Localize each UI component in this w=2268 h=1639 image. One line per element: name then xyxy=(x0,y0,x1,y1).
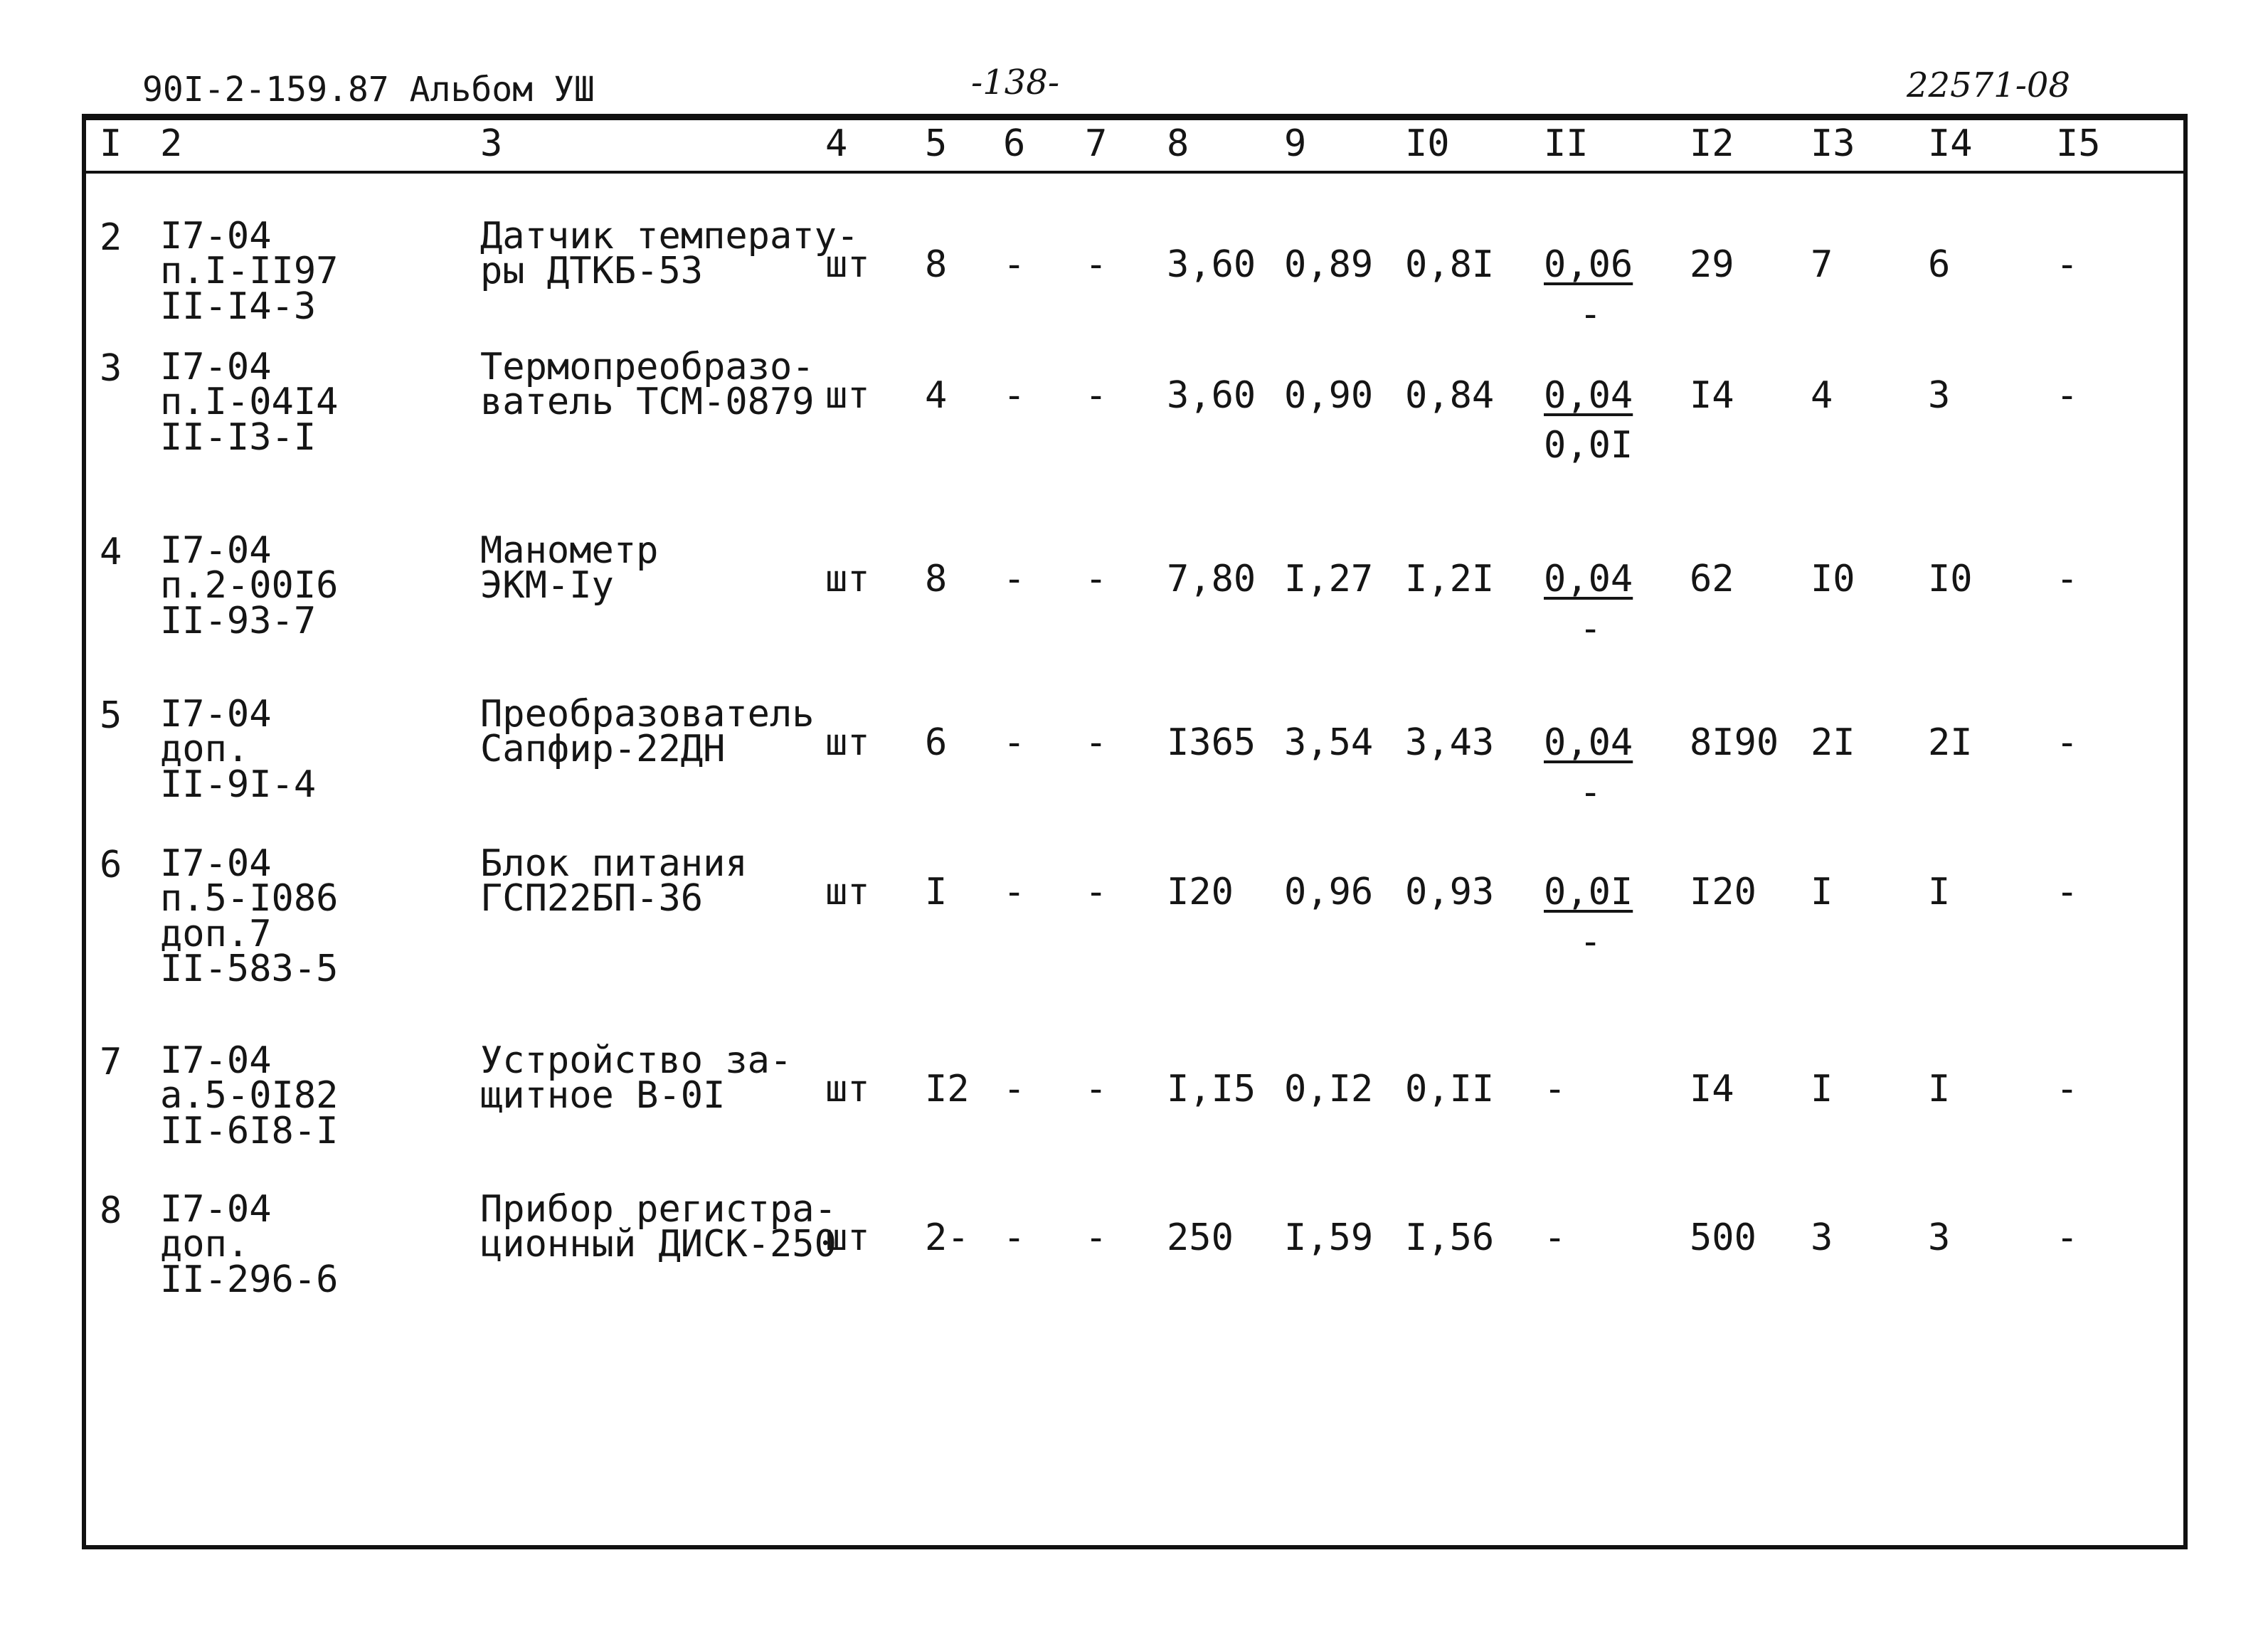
cell-col-14: 3 xyxy=(1928,1216,1951,1259)
cell-col-9: I,59 xyxy=(1284,1216,1374,1259)
cell-col-12: 500 xyxy=(1690,1216,1756,1259)
cell-col-13: 3 xyxy=(1811,1216,1833,1259)
cell-col-4: шт xyxy=(825,1216,870,1259)
column-header-10: I0 xyxy=(1405,122,1450,165)
cell-col-10: 0,84 xyxy=(1405,374,1495,417)
cell-col-9: I,27 xyxy=(1284,558,1374,600)
cell-col-14: I0 xyxy=(1928,558,1973,600)
cell-col-12: 29 xyxy=(1690,243,1734,286)
cell-col-5: 2- xyxy=(925,1216,970,1259)
cell-col-8: I20 xyxy=(1167,871,1234,913)
cell-col-8: I365 xyxy=(1167,721,1256,764)
cell-col-11: 0,0I xyxy=(1544,871,1633,913)
cell-col-7: - xyxy=(1085,1216,1108,1259)
cell-col-10: 3,43 xyxy=(1405,721,1495,764)
album-label: 90I-2-159.87 Альбом УШ xyxy=(142,70,595,110)
cell-col-8: 3,60 xyxy=(1167,374,1256,417)
item-name: Датчик температу- ры ДТКБ-53 xyxy=(480,215,859,293)
cell-col-11: - xyxy=(1544,1068,1567,1110)
cell-col-7: - xyxy=(1085,721,1108,764)
norm-code: I7-04 а.5-0I82 II-6I8-I xyxy=(160,1039,339,1152)
cell-col-9: 0,89 xyxy=(1284,243,1374,286)
cell-col-6: - xyxy=(1003,871,1026,913)
table-frame xyxy=(82,114,2188,1549)
cell-col-12: 62 xyxy=(1690,558,1734,600)
cell-col-6: - xyxy=(1003,243,1026,286)
cell-col-13: 2I xyxy=(1811,721,1855,764)
cell-col-15: - xyxy=(2056,721,2079,764)
norm-code: I7-04 доп. II-296-6 xyxy=(160,1188,339,1301)
cell-col-15: - xyxy=(2056,871,2079,913)
cell-col-4: шт xyxy=(825,558,870,600)
cell-col-15: - xyxy=(2056,243,2079,286)
cell-col-10: I,56 xyxy=(1405,1216,1495,1259)
cell-col-4: шт xyxy=(825,1068,870,1110)
column-header-8: 8 xyxy=(1167,122,1189,165)
column-header-4: 4 xyxy=(825,122,848,165)
norm-code: I7-04 п.5-I086 доп.7 II-583-5 xyxy=(160,842,339,991)
cell-col-8: 3,60 xyxy=(1167,243,1256,286)
row-number: 2 xyxy=(100,216,122,259)
cell-col-11: 0,06 xyxy=(1544,243,1633,286)
cell-col-5: 8 xyxy=(925,243,948,286)
cell-col-6: - xyxy=(1003,374,1026,417)
column-header-11: II xyxy=(1544,122,1589,165)
cell-col-9: 3,54 xyxy=(1284,721,1374,764)
cell-col-15: - xyxy=(2056,374,2079,417)
cell-col-8: I,I5 xyxy=(1167,1068,1256,1110)
cell-col-11-denominator: - xyxy=(1579,771,1602,814)
cell-col-10: I,2I xyxy=(1405,558,1495,600)
cell-col-7: - xyxy=(1085,558,1108,600)
cell-col-9: 0,I2 xyxy=(1284,1068,1374,1110)
norm-code: I7-04 п.I-04I4 II-I3-I xyxy=(160,346,339,459)
cell-col-14: I xyxy=(1928,871,1951,913)
item-name: Устройство за- щитное В-0I xyxy=(480,1039,793,1118)
cell-col-13: I0 xyxy=(1811,558,1855,600)
cell-col-15: - xyxy=(2056,558,2079,600)
cell-col-4: шт xyxy=(825,243,870,286)
cell-col-6: - xyxy=(1003,1216,1026,1259)
column-header-14: I4 xyxy=(1928,122,1973,165)
column-header-1: I xyxy=(100,122,122,165)
cell-col-6: - xyxy=(1003,721,1026,764)
cell-col-8: 250 xyxy=(1167,1216,1234,1259)
cell-col-5: I2 xyxy=(925,1068,970,1110)
cell-col-5: I xyxy=(925,871,948,913)
cell-col-12: 8I90 xyxy=(1690,721,1779,764)
cell-col-7: - xyxy=(1085,374,1108,417)
cell-col-5: 4 xyxy=(925,374,948,417)
cell-col-9: 0,90 xyxy=(1284,374,1374,417)
column-header-2: 2 xyxy=(160,122,183,165)
column-header-13: I3 xyxy=(1811,122,1855,165)
cell-col-10: 0,8I xyxy=(1405,243,1495,286)
item-name: Преобразователь Сапфир-22ДН xyxy=(480,693,815,771)
column-header-6: 6 xyxy=(1003,122,1026,165)
cell-col-8: 7,80 xyxy=(1167,558,1256,600)
cell-col-5: 6 xyxy=(925,721,948,764)
cell-col-12: I4 xyxy=(1690,1068,1734,1110)
cell-col-12: I4 xyxy=(1690,374,1734,417)
item-name: Термопреобразо- ватель ТСМ-0879 xyxy=(480,346,815,424)
item-name: Блок питания ГСП22БП-36 xyxy=(480,842,748,921)
cell-col-7: - xyxy=(1085,1068,1108,1110)
cell-col-9: 0,96 xyxy=(1284,871,1374,913)
column-header-15: I5 xyxy=(2056,122,2101,165)
cell-col-13: 7 xyxy=(1811,243,1833,286)
cell-col-11: 0,04 xyxy=(1544,721,1633,764)
cell-col-5: 8 xyxy=(925,558,948,600)
cell-col-11: - xyxy=(1544,1216,1567,1259)
cell-col-11: 0,04 xyxy=(1544,558,1633,600)
cell-col-12: I20 xyxy=(1690,871,1756,913)
norm-code: I7-04 п.I-II97 II-I4-3 xyxy=(160,215,339,328)
cell-col-14: 6 xyxy=(1928,243,1951,286)
cell-col-11: 0,04 xyxy=(1544,374,1633,417)
row-number: 4 xyxy=(100,531,122,573)
item-name: Прибор регистра- ционный ДИСК-250 xyxy=(480,1188,837,1266)
cell-col-14: 3 xyxy=(1928,374,1951,417)
column-header-5: 5 xyxy=(925,122,948,165)
cell-col-7: - xyxy=(1085,871,1108,913)
cell-col-4: шт xyxy=(825,871,870,913)
row-number: 8 xyxy=(100,1189,122,1232)
row-number: 7 xyxy=(100,1041,122,1083)
cell-col-11-denominator: 0,0I xyxy=(1544,424,1633,467)
cell-col-11-denominator: - xyxy=(1579,608,1602,650)
item-name: Манометр ЭКМ-Iу xyxy=(480,529,659,608)
cell-col-14: I xyxy=(1928,1068,1951,1110)
column-header-12: I2 xyxy=(1690,122,1734,165)
page-number: -138- xyxy=(971,63,1060,102)
cell-col-15: - xyxy=(2056,1216,2079,1259)
cell-col-10: 0,II xyxy=(1405,1068,1495,1110)
cell-col-4: шт xyxy=(825,721,870,764)
cell-col-13: I xyxy=(1811,1068,1833,1110)
norm-code: I7-04 п.2-00I6 II-93-7 xyxy=(160,529,339,642)
header-separator xyxy=(82,171,2188,174)
norm-code: I7-04 доп. II-9I-4 xyxy=(160,693,317,806)
cell-col-7: - xyxy=(1085,243,1108,286)
row-number: 6 xyxy=(100,844,122,886)
cell-col-10: 0,93 xyxy=(1405,871,1495,913)
column-header-7: 7 xyxy=(1085,122,1108,165)
cell-col-11-denominator: - xyxy=(1579,293,1602,336)
cell-col-6: - xyxy=(1003,1068,1026,1110)
column-header-9: 9 xyxy=(1284,122,1307,165)
cell-col-6: - xyxy=(1003,558,1026,600)
cell-col-4: шт xyxy=(825,374,870,417)
column-header-3: 3 xyxy=(480,122,503,165)
row-number: 5 xyxy=(100,694,122,737)
document-code: 22571-08 xyxy=(1907,65,2070,105)
cell-col-11-denominator: - xyxy=(1579,921,1602,963)
cell-col-13: I xyxy=(1811,871,1833,913)
cell-col-13: 4 xyxy=(1811,374,1833,417)
cell-col-14: 2I xyxy=(1928,721,1973,764)
cell-col-15: - xyxy=(2056,1068,2079,1110)
row-number: 3 xyxy=(100,347,122,390)
